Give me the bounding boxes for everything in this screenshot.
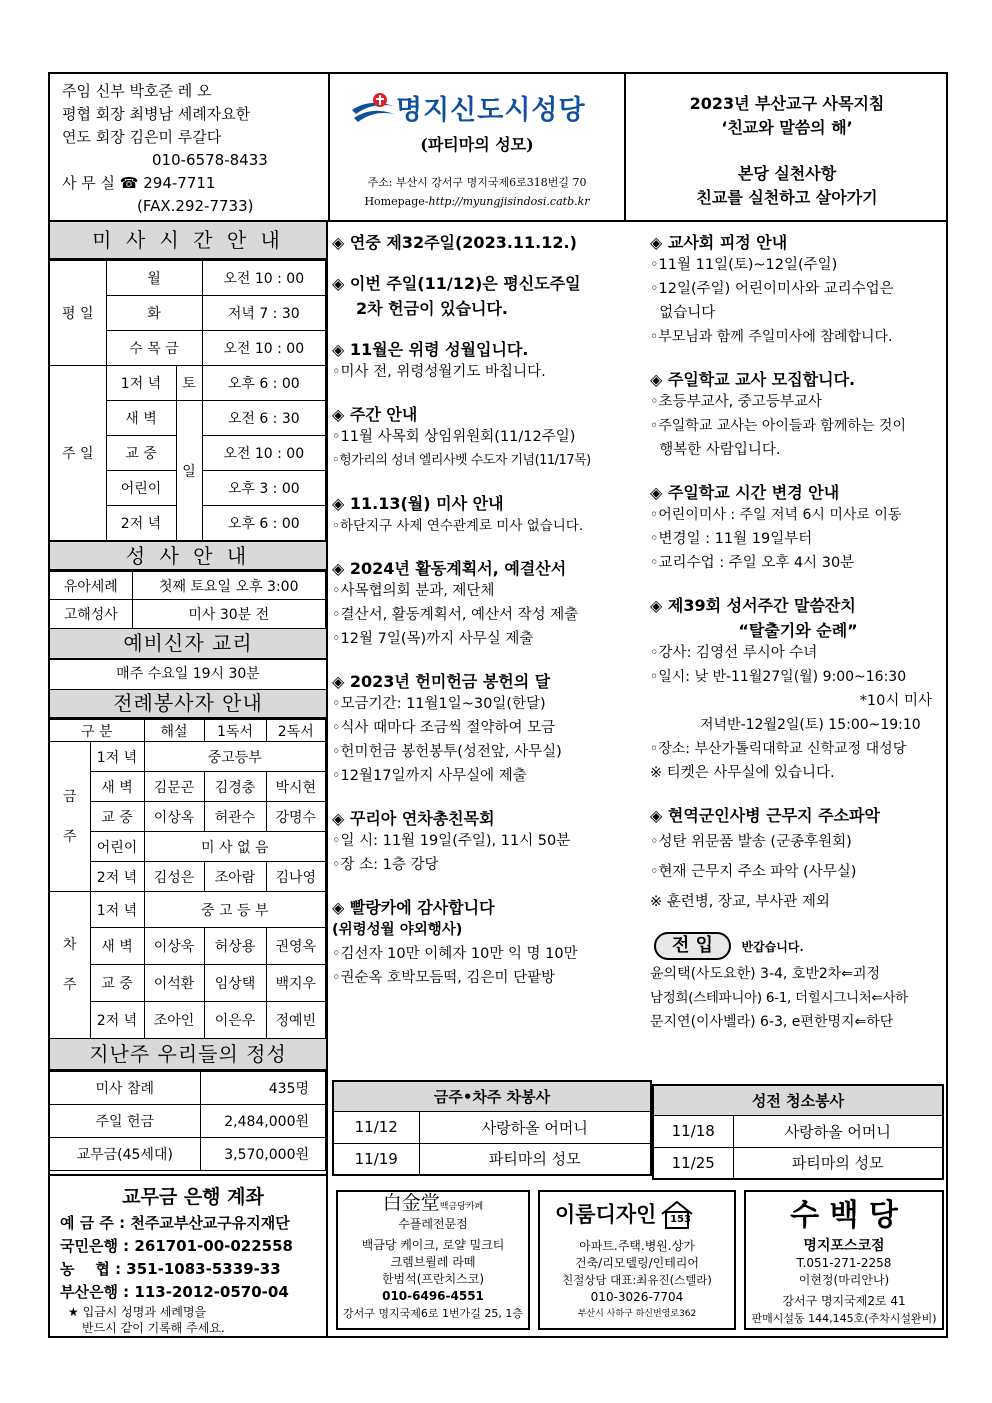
ad1-line: 크렘브륄레 라떼 xyxy=(390,1255,476,1269)
left-column xyxy=(50,222,328,1338)
notice-item: ◦장 소: 1층 강당 xyxy=(332,857,439,873)
liturgy-mass: 2저 녁 xyxy=(90,862,144,892)
liturgy-cell: 김성은 xyxy=(144,862,204,892)
ad-subaekdang xyxy=(744,1190,944,1330)
ad2-line: 건축/리모델링/인테리어 xyxy=(574,1256,699,1270)
ad3-line: 명지포스코점 xyxy=(803,1238,885,1254)
table-row xyxy=(50,832,326,862)
sunday-day-label: 일 xyxy=(176,401,202,541)
sacrament-value: 미사 30분 전 xyxy=(132,600,326,629)
mass-time: 오후 6 : 00 xyxy=(202,366,326,401)
ad3-line: T.051-271-2258 xyxy=(796,1256,892,1270)
mass-time: 오전 6 : 30 xyxy=(202,401,326,436)
jeonip-header xyxy=(650,932,946,960)
liturgy-merged: 중고등부 xyxy=(144,742,326,772)
bulletin-page xyxy=(48,72,948,1338)
table-row xyxy=(50,720,326,742)
notice-item: (위령성월 야외행사) xyxy=(332,922,463,938)
notice-item: ※ 훈련병, 장교, 부사관 제외 xyxy=(650,894,830,910)
notice-item: ◦헌미헌금 봉헌봉투(성전앞, 사무실) xyxy=(332,744,562,760)
liturgy-cell: 이상욱 xyxy=(144,928,204,965)
offering-value: 2,484,000원 xyxy=(200,1105,326,1138)
service-group: 사랑하올 어머니 xyxy=(733,1115,943,1147)
ad-baekgeumdang xyxy=(336,1190,530,1330)
mass-name: 새 벽 xyxy=(106,401,176,436)
mass-time: 오전 10 : 00 xyxy=(202,261,326,296)
mass-name: 교 중 xyxy=(106,436,176,471)
offering-name: 미사 참례 xyxy=(50,1072,200,1105)
notice-item: ※ 티켓은 사무실에 있습니다. xyxy=(650,765,835,781)
jeonip-line: 문지연(이사벨라) 6-3, e편한명지⇐하단 xyxy=(650,1014,894,1030)
ad3-line: 이현정(마리안나) xyxy=(798,1273,890,1287)
ad3-line: 강서구 명지국제2로 41 xyxy=(782,1294,906,1308)
mass-day: 화 xyxy=(106,296,202,331)
mass-time: 오전 10 : 00 xyxy=(202,436,326,471)
ad-ireum-design xyxy=(538,1190,736,1330)
ad2-address: 부산시 사하구 하신번영로362 xyxy=(577,1309,697,1319)
liturgy-mass: 1저 녁 xyxy=(90,892,144,928)
liturgy-mass: 새 벽 xyxy=(90,772,144,802)
liturgy-cell: 김나영 xyxy=(266,862,326,892)
church-name: 명지신도시성당 xyxy=(396,95,586,126)
table-row xyxy=(50,772,326,802)
pastor-line: 주임 신부 박호준 레 오 xyxy=(62,82,212,100)
liturgy-mass: 교 중 xyxy=(90,965,144,1002)
notice-title: ◈ 주일학교 교사 모집합니다. xyxy=(650,370,856,389)
liturgy-cell: 임상택 xyxy=(204,965,266,1002)
notice-item: ◦현재 근무지 주소 파악 (사무실) xyxy=(650,864,857,880)
notice-title: ◈ 꾸리아 연차총친목회 xyxy=(332,809,495,828)
liturgy-cell: 조아인 xyxy=(144,1002,204,1039)
liturgy-cell: 김경충 xyxy=(204,772,266,802)
notice-item: ◦강사: 김영선 루시아 수녀 xyxy=(650,645,818,661)
bank-note-1: ★ 입금시 성명과 세례명을 xyxy=(68,1305,207,1319)
liturgy-mass: 새 벽 xyxy=(90,928,144,965)
ad2-phone: 010-3026-7704 xyxy=(590,1290,684,1304)
table-row xyxy=(50,1002,326,1039)
table-row xyxy=(50,1105,326,1138)
table-row xyxy=(50,892,326,928)
liturgy-cell: 이석환 xyxy=(144,965,204,1002)
liturgy-merged: 미 사 없 음 xyxy=(144,832,326,862)
notice-item: 행복한 사람입니다. xyxy=(650,442,781,458)
bank-note-2: 반드시 같이 기록해 주세요. xyxy=(82,1321,225,1335)
bank-info xyxy=(50,1176,326,1336)
notice-item: ◦성탄 위문품 발송 (군종후원회) xyxy=(650,834,852,850)
notice-title: ◈ 빨랑카에 감사합니다 xyxy=(332,898,495,917)
table-row xyxy=(50,1138,326,1171)
ad3-line: 판매시설동 144,145호(주차시설완비) xyxy=(751,1312,937,1325)
next-week-label: 차 주 xyxy=(50,892,90,1039)
mass-name: 2저 녁 xyxy=(106,506,176,541)
jeonip-welcome: 반갑습니다. xyxy=(741,940,804,954)
offering-value: 435명 xyxy=(200,1072,326,1105)
col-header: 1독서 xyxy=(204,720,266,742)
liturgy-table xyxy=(50,719,326,1039)
notice-item: ◦권순옥 호박모듬떡, 김은미 단팥방 xyxy=(332,970,556,986)
office-phone: 사 무 실 ☎ 294-7711 xyxy=(62,174,216,192)
guide-theme: ‘친교와 말씀의 해’ xyxy=(721,118,853,137)
mass-name: 어린이 xyxy=(106,471,176,506)
liturgy-mass: 어린이 xyxy=(90,832,144,862)
table-row xyxy=(50,1072,326,1105)
ad1-address: 강서구 명지국제6로 1번가길 25, 1층 xyxy=(343,1307,523,1320)
weekday-label: 평 일 xyxy=(50,261,106,366)
liturgy-cell: 이은우 xyxy=(204,1002,266,1039)
table-row xyxy=(50,261,326,296)
offering-name: 교무금(45세대) xyxy=(50,1138,200,1171)
notice-item: ◦12일(주일) 어린이미사와 교리수업은 xyxy=(650,281,894,297)
mourning-president-line: 연도 회장 김은미 루갈다 xyxy=(62,128,222,146)
notice-subtitle: “탈출기와 순례” xyxy=(738,621,858,640)
notice-title: ◈ 주일학교 시간 변경 안내 xyxy=(650,483,840,502)
ad2-line: 아파트.주택.병원.상가 xyxy=(579,1239,695,1253)
office-fax: (FAX.292-7733) xyxy=(137,197,254,215)
jeonip-line: 남정희(스테파니아) 6-1, 더힐시그니처⇐사하 xyxy=(650,990,908,1006)
liturgy-cell: 조아람 xyxy=(204,862,266,892)
practice-title: 본당 실천사항 xyxy=(737,164,837,183)
notice-item: ◦헝가리의 성녀 엘리사벳 수도자 기념(11/17목) xyxy=(332,453,591,468)
service-date: 11/25 xyxy=(653,1147,733,1179)
notice-item: ◦12월17일까지 사무실에 제출 xyxy=(332,768,527,784)
liturgy-cell: 허상용 xyxy=(204,928,266,965)
col-header: 해설 xyxy=(144,720,204,742)
notice-item: ◦일시: 낮 반-11월27일(월) 9:00~16:30 xyxy=(650,669,907,685)
table-row xyxy=(50,742,326,772)
col-header: 2독서 xyxy=(266,720,326,742)
service-group: 파티마의 성모 xyxy=(733,1147,943,1179)
homepage-label: Homepage- xyxy=(364,195,429,208)
notice-item: ◦주일학교 교사는 아이들과 함께하는 것이 xyxy=(650,418,906,434)
table-row xyxy=(50,862,326,892)
liturgy-title: 전례봉사자 안내 xyxy=(50,690,326,719)
table-row xyxy=(333,1081,651,1111)
table-row xyxy=(50,366,326,401)
table-row xyxy=(50,965,326,1002)
mass-day: 수 목 금 xyxy=(106,331,202,366)
offering-name: 주일 헌금 xyxy=(50,1105,200,1138)
mass-time: 오후 6 : 00 xyxy=(202,506,326,541)
right-column xyxy=(650,222,946,1034)
mass-time: 오후 3 : 00 xyxy=(202,471,326,506)
notice-item: ◦교리수업 : 주일 오후 4시 30분 xyxy=(650,555,855,571)
notice-item: ◦어린이미사 : 주일 저녁 6시 미사로 이동 xyxy=(650,507,902,523)
car-service-table xyxy=(332,1080,652,1176)
service-date: 11/12 xyxy=(333,1111,419,1143)
notice-item: ◦김선자 10만 이혜자 10만 익 명 10만 xyxy=(332,946,578,962)
ad3-name: 수 백 당 xyxy=(790,1198,898,1233)
jeonip-badge: 전 입 xyxy=(654,932,731,960)
notice-item: ◦결산서, 활동계획서, 예산서 작성 제출 xyxy=(332,607,579,623)
mourning-phone: 010-6578-8433 xyxy=(152,151,268,169)
offering-table xyxy=(50,1071,326,1171)
liturgy-cell: 박시현 xyxy=(266,772,326,802)
notice-title: ◈ 교사회 피정 안내 xyxy=(650,233,788,252)
offering-title: 지난주 우리들의 정성 xyxy=(50,1039,326,1071)
church-logo-icon xyxy=(350,90,396,126)
header-pastoral-guide xyxy=(628,92,946,210)
sunday-label: 주 일 xyxy=(50,366,106,541)
header xyxy=(50,74,946,222)
homepage-link[interactable]: http://myungjisindosi.catb.kr xyxy=(428,195,590,208)
guide-year: 2023년 부산교구 사목지침 xyxy=(689,94,885,113)
bank-account-busan: 부산은행 : 113-2012-0570-04 xyxy=(60,1283,289,1301)
church-subtitle: (파티마의 성모) xyxy=(420,135,534,154)
notice-item: ◦변경일 : 11월 19일부터 xyxy=(650,531,813,547)
notice-title: ◈ 11월은 위령 성월입니다. xyxy=(332,340,529,359)
service-group: 사랑하올 어머니 xyxy=(419,1111,651,1143)
catechumen-title: 예비신자 교리 xyxy=(50,629,326,660)
notice-title: ◈ 2024년 활동계획서, 예결산서 xyxy=(332,559,567,578)
table-row xyxy=(50,600,326,629)
bank-account-kb: 국민은행 : 261701-00-022558 xyxy=(60,1237,293,1255)
notice-item: ◦장소: 부산가톨릭대학교 신학교정 대성당 xyxy=(650,741,907,757)
notice-item: ◦미사 전, 위령성월기도 바칩니다. xyxy=(332,364,546,380)
ad1-line: 한범석(프란치스코) xyxy=(381,1272,485,1286)
notice-title: ◈ 이번 주일(11/12)은 평신도주일 xyxy=(332,274,581,293)
header-church xyxy=(328,74,626,220)
sacrament-name: 고해성사 xyxy=(50,600,132,629)
table-row xyxy=(653,1085,943,1115)
mass-schedule-table xyxy=(50,260,326,541)
liturgy-cell: 정예빈 xyxy=(266,1002,326,1039)
this-week-label: 금 주 xyxy=(50,742,90,892)
notice-item: *10시 미사 xyxy=(859,693,932,709)
middle-column xyxy=(332,222,650,990)
notice-title-2: 2차 헌금이 있습니다. xyxy=(356,299,508,318)
notice-item: ◦11월 11일(토)~12일(주일) xyxy=(650,257,838,273)
liturgy-mass: 2저 녁 xyxy=(90,1002,144,1039)
notice-title: ◈ 2023년 헌미헌금 봉헌의 달 xyxy=(332,672,551,691)
bank-holder: 예 금 주 : 천주교부산교구유지재단 xyxy=(60,1214,290,1232)
notice-item: ◦12월 7일(목)까지 사무실 제출 xyxy=(332,631,534,647)
cleaning-service-title: 성전 청소봉사 xyxy=(653,1085,943,1115)
liturgy-cell: 허관수 xyxy=(204,802,266,832)
ad1-phone: 010-6496-4551 xyxy=(382,1289,484,1303)
ad1-name-small: 백금당카페 xyxy=(439,1202,484,1212)
notice-title: ◈ 제39회 성서주간 말씀잔치 xyxy=(650,596,856,615)
mass-schedule-title: 미 사 시 간 안 내 xyxy=(50,222,326,260)
saturday-label: 토 xyxy=(176,366,202,401)
church-homepage xyxy=(330,195,624,208)
notice-item: ◦사목협의회 분과, 제단체 xyxy=(332,583,495,599)
table-row xyxy=(50,802,326,832)
liturgy-cell: 강명수 xyxy=(266,802,326,832)
sacrament-value: 첫째 토요일 오후 3:00 xyxy=(132,572,326,600)
liturgy-mass: 교 중 xyxy=(90,802,144,832)
notice-item: ◦초등부교사, 중고등부교사 xyxy=(650,394,822,410)
liturgy-cell: 이상옥 xyxy=(144,802,204,832)
car-service-title: 금주•차주 차봉사 xyxy=(333,1081,651,1111)
church-address: 주소: 부산시 강서구 명지국제6로318번길 70 xyxy=(367,176,587,189)
table-row xyxy=(50,928,326,965)
liturgy-cell: 백지우 xyxy=(266,965,326,1002)
notice-item: ◦모금기간: 11월1일~30일(한달) xyxy=(332,696,546,712)
table-row xyxy=(653,1147,943,1179)
notice-title: ◈ 주간 안내 xyxy=(332,405,418,424)
notice-item: 없습니다 xyxy=(650,305,716,321)
ad2-line: 친절상담 대표:최유진(스텔라) xyxy=(562,1273,712,1287)
service-date: 11/18 xyxy=(653,1115,733,1147)
liturgy-cell: 김문곤 xyxy=(144,772,204,802)
mass-day: 월 xyxy=(106,261,202,296)
notice-item: ◦부모님과 함께 주일미사에 참례합니다. xyxy=(650,329,893,345)
service-date: 11/19 xyxy=(333,1143,419,1175)
liturgy-mass: 1저 녁 xyxy=(90,742,144,772)
bank-title: 교무금 은행 계좌 xyxy=(122,1186,264,1208)
header-staff-info xyxy=(62,80,332,218)
service-group: 파티마의 성모 xyxy=(419,1143,651,1175)
notice-title: ◈ 현역군인사병 근무지 주소파악 xyxy=(650,806,880,825)
notice-item: ◦11월 사목회 상임위원회(11/12주일) xyxy=(332,429,576,445)
notice-item: ◦하단지구 사제 연수관계로 미사 없습니다. xyxy=(332,518,584,534)
ad2-badge: 153 xyxy=(670,1213,691,1225)
table-row xyxy=(333,1111,651,1143)
practice-text: 친교를 실천하고 살아가기 xyxy=(696,188,878,207)
cleaning-service-table xyxy=(652,1084,944,1180)
mass-time: 오전 10 : 00 xyxy=(202,331,326,366)
table-row xyxy=(333,1143,651,1175)
ad1-line: 백금당 케이크, 로얄 밀크티 xyxy=(361,1238,505,1252)
liturgy-cell: 권영옥 xyxy=(266,928,326,965)
table-row xyxy=(653,1115,943,1147)
ad1-name: 白金堂 xyxy=(382,1192,440,1214)
ad1-line: 수플레전문점 xyxy=(398,1217,468,1231)
sacrament-table xyxy=(50,571,326,629)
jeonip-line: 윤의택(사도요한) 3-4, 호반2차⇐괴정 xyxy=(650,966,881,982)
council-president-line: 평협 회장 최병남 세례자요한 xyxy=(62,105,251,123)
liturgy-merged: 중 고 등 부 xyxy=(144,892,326,928)
offering-value: 3,570,000원 xyxy=(200,1138,326,1171)
notice-item: ◦일 시: 11월 19일(주일), 11시 50분 xyxy=(332,833,571,849)
sacrament-title: 성 사 안 내 xyxy=(50,541,326,571)
notice-item: ◦식사 때마다 조금씩 절약하여 모금 xyxy=(332,720,556,736)
notice-item: 저녁반-12월2일(토) 15:00~19:10 xyxy=(700,717,921,733)
sacrament-name: 유아세례 xyxy=(50,572,132,600)
ad2-name: 이룸디자인 xyxy=(555,1202,657,1227)
notice-title: ◈ 11.13(월) 미사 안내 xyxy=(332,494,504,513)
notice-title: ◈ 연중 제32주일(2023.11.12.) xyxy=(332,233,577,252)
col-header: 구 분 xyxy=(50,720,144,742)
table-row xyxy=(50,572,326,600)
bank-account-nh: 농 협 : 351-1083-5339-33 xyxy=(60,1260,281,1278)
mass-name: 1저 녁 xyxy=(106,366,176,401)
mass-time: 저녁 7 : 30 xyxy=(202,296,326,331)
catechumen-time: 매주 수요일 19시 30분 xyxy=(50,660,326,690)
